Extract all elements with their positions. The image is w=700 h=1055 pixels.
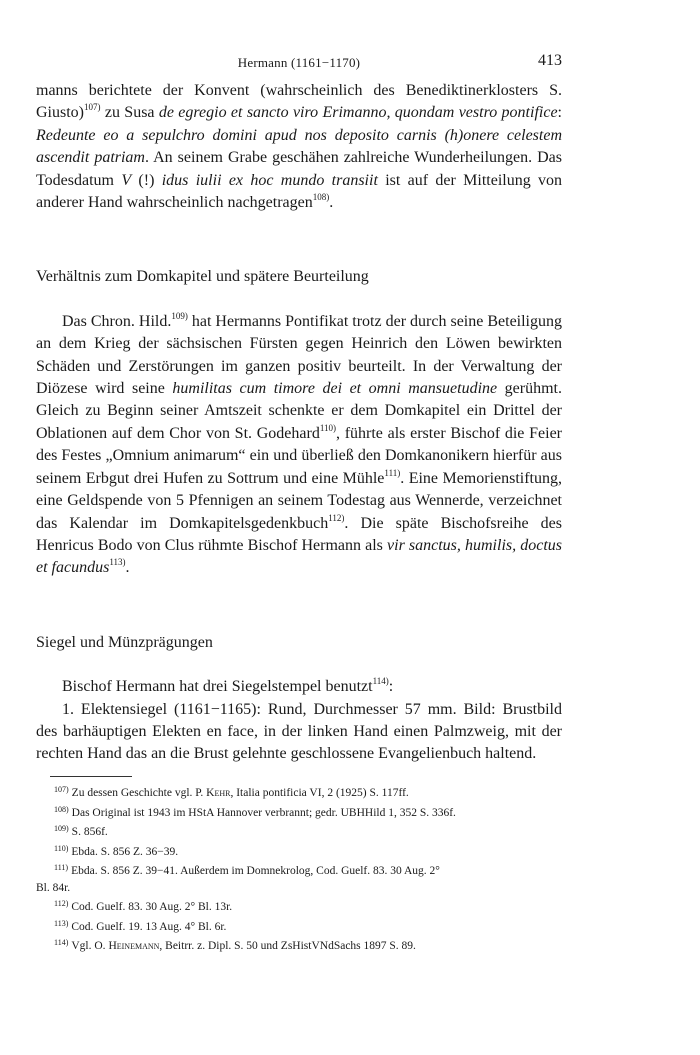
footnote-ref-111[interactable]: 111) — [384, 467, 401, 478]
page-number: 413 — [538, 52, 562, 69]
footnote-ref-113[interactable]: 113) — [109, 557, 126, 568]
section-heading-domkapitel: Verhältnis zum Domkapitel und spätere Beurteilung — [36, 268, 369, 286]
main-text — [36, 80, 562, 766]
footnote-111-continuation: Bl. 84r. — [36, 881, 71, 894]
running-head — [36, 52, 562, 74]
footnote-ref-108[interactable]: 108) — [312, 192, 330, 203]
footnote-ref-112[interactable]: 112) — [328, 512, 345, 523]
footnote-ref-110[interactable]: 110) — [319, 422, 336, 433]
footnote-ref-109[interactable]: 109) — [171, 310, 188, 321]
running-head-title: Hermann (1161−1170) — [237, 55, 361, 70]
footnote-113: $^{113)}$ Cod. Guelf. 19. 13 Aug. 4° Bl. 6r. — [54, 918, 227, 933]
paragraph-4: 1. Elektensiegel (1161−1165): Rund, Durchmesser 57 mm. Bild: Brustbild des barhäuptigen Elekten en face, in der linken Hand einen Palmzweig, mit der rechten Hand das an die Brust gelehnte geschlossene Evangelienbuch haltend. — [36, 700, 562, 763]
section-heading-siegel: Siegel und Münzprägungen — [36, 633, 213, 651]
footnote-ref-114[interactable]: 114) — [372, 676, 389, 687]
footnote-107: $^{107)}$ Zu dessen Geschichte vgl. P. Kehr, Italia pontificia VI, 2 (1925) S. 117ff. — [54, 785, 409, 799]
footnote-114: $^{114)}$ Vgl. O. Heinemann, Beitrr. z. Dipl. S. 50 und ZsHistVNdSachs 1897 S. 89. — [54, 938, 416, 952]
footnote-111: $^{111)}$ Ebda. S. 856 Z. 39−41. Außerdem im Domnekrolog, Cod. Guelf. 83. 30 Aug. 2° — [54, 863, 440, 877]
paragraph-1: manns berichtete der Konvent (wahrscheinlich des Benediktinerklosters S. Giusto)$^{107)}$ zu Susa de egregio et sancto viro Erimanno, quondam vestro pontifice: Redeunte eo a sepulchro domini apud nos deposito carnis (h)onere celestem ascendit patriam. An seinem Grabe geschähen zahlreiche Wunderheilungen. Das Todesdatum V (!) idus iulii ex hoc mundo transiit ist auf der Mitteilung von anderer Hand wahrscheinlich nachgetragen$^{108)}$. — [36, 82, 563, 212]
paragraph-2: Das Chron. Hild.$^{109)}$ hat Hermanns Pontifikat trotz der durch seine Beteiligung an dem Krieg der sächsischen Fürsten gegen Heinrich den Löwen bewirkten Schäden und Zerstörungen im ganzen positiv beurteilt. In der Verwaltung der Diözese wird seine humilitas cum timore dei et omni mansuetudine gerühmt. Gleich zu Beginn seiner Amtszeit schenkte er dem Domkapitel ein Drittel der Oblationen auf dem Chor von St. Godehard$^{110)}$, führte als erster Bischof die Feier des Festes „Omnium animarum“ ein und überließ den Domkanonikern hierfür aus seinem Erbgut drei Hufen zu Sottrum und eine Mühle$^{111)}$. Eine Memorienstiftung, eine Geldspende von 5 Pfennigen an seinem Todestag aus Wennerde, verzeichnet das Kalendar im Domkapitelsgedenkbuch$^{112)}$. Die späte Bischofsreihe des Henricus Bodo von Clus rühmte Bischof Hermann als vir sanctus, humilis, doctus et facundus$^{113)}$. — [36, 310, 563, 577]
footnote-ref-107[interactable]: 107) — [84, 102, 101, 113]
book-page — [36, 0, 562, 1055]
footnote-112: $^{112)}$ Cod. Guelf. 83. 30 Aug. 2° Bl. 13r. — [54, 899, 233, 913]
footnote-109: $^{109)}$ S. 856f. — [54, 824, 108, 838]
footnote-rule — [50, 776, 132, 777]
footnote-108: $^{108)}$ Das Original ist 1943 im HStA Hannover verbrannt; gedr. UBHHild 1, 352 S. 336f. — [54, 804, 456, 819]
footnote-110: $^{110)}$ Ebda. S. 856 Z. 36−39. — [54, 843, 179, 858]
paragraph-3: Bischof Hermann hat drei Siegelstempel benutzt$^{114)}$: — [62, 676, 394, 696]
footnotes — [36, 782, 562, 955]
